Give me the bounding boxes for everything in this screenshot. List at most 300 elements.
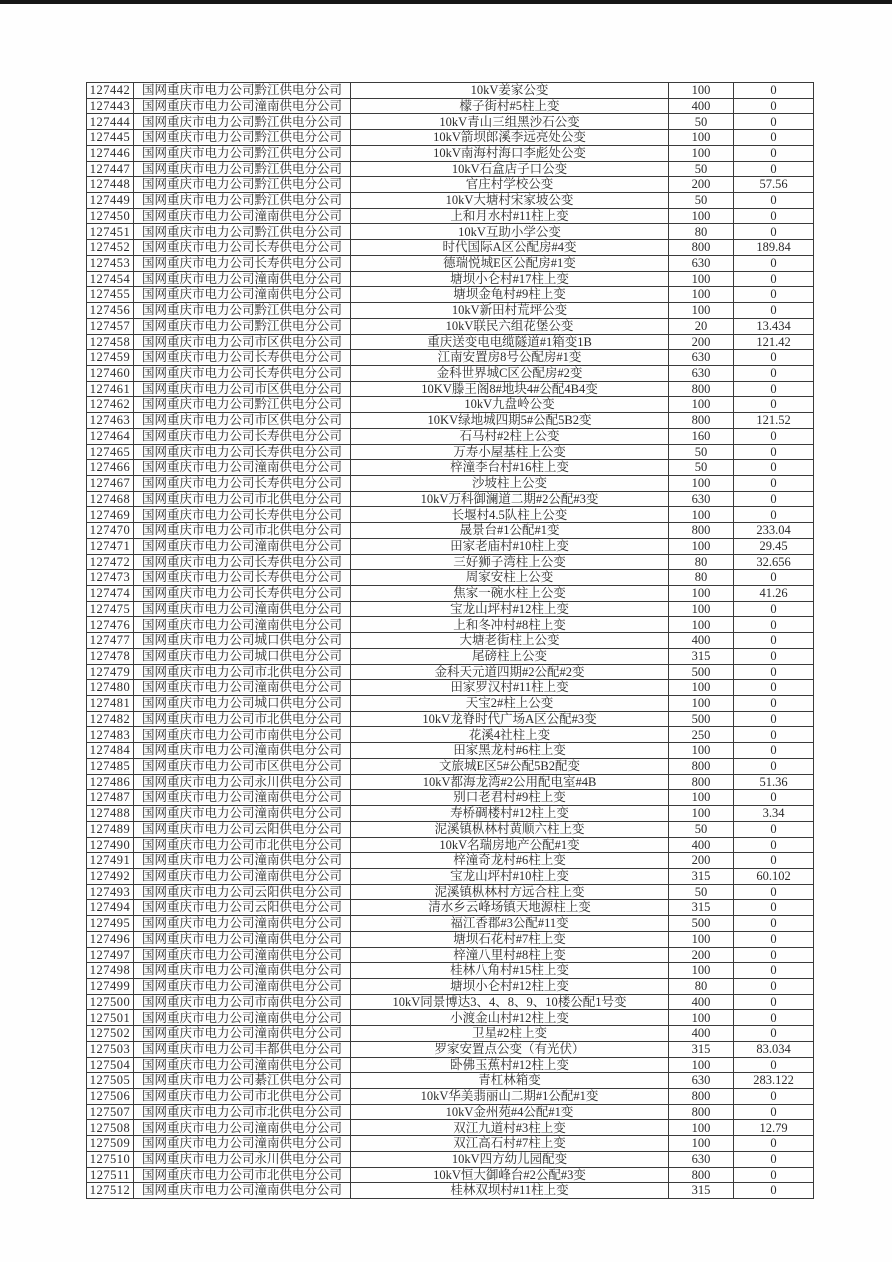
capacity-cell: 315 [669,900,734,916]
value-cell: 0 [734,978,814,994]
capacity-cell: 50 [669,884,734,900]
id-cell: 127500 [87,994,134,1010]
value-cell: 0 [734,1167,814,1183]
value-cell: 0 [734,114,814,130]
table-row [87,696,814,712]
id-cell: 127480 [87,680,134,696]
company-cell: 国网重庆市电力公司市北供电分公司 [134,711,351,727]
capacity-cell: 100 [669,271,734,287]
station-cell: 10kV箭坝郎溪李远亮处公变 [351,130,669,146]
company-cell: 国网重庆市电力公司潼南供电分公司 [134,208,351,224]
value-cell: 57.56 [734,177,814,193]
station-cell: 金科世界城C区公配房#2变 [351,365,669,381]
capacity-cell: 100 [669,507,734,523]
station-cell: 天宝2#柱上公变 [351,696,669,712]
capacity-cell: 20 [669,318,734,334]
table-row [87,1026,814,1042]
id-cell: 127501 [87,1010,134,1026]
company-cell: 国网重庆市电力公司黔江供电分公司 [134,145,351,161]
company-cell: 国网重庆市电力公司云阳供电分公司 [134,900,351,916]
capacity-cell: 315 [669,868,734,884]
station-cell: 10kV南海村海口李彪处公变 [351,145,669,161]
station-cell: 时代国际A区公配房#4变 [351,240,669,256]
capacity-cell: 100 [669,208,734,224]
station-cell: 江南安置房8号公配房#1变 [351,350,669,366]
station-cell: 沙坡柱上公变 [351,475,669,491]
station-cell: 泥溪镇枞林村黄顺六柱上变 [351,821,669,837]
company-cell: 国网重庆市电力公司潼南供电分公司 [134,853,351,869]
id-cell: 127494 [87,900,134,916]
value-cell: 60.102 [734,868,814,884]
value-cell: 0 [734,853,814,869]
station-cell: 尾磅柱上公变 [351,648,669,664]
station-cell: 10kV石盒店子口公变 [351,161,669,177]
capacity-cell: 100 [669,1010,734,1026]
table-row [87,1073,814,1089]
station-cell: 塘坝金龟村#9柱上变 [351,287,669,303]
station-cell: 罗家安置点公变（有光伏） [351,1041,669,1057]
capacity-cell: 100 [669,931,734,947]
company-cell: 国网重庆市电力公司长寿供电分公司 [134,428,351,444]
company-cell: 国网重庆市电力公司长寿供电分公司 [134,586,351,602]
id-cell: 127443 [87,98,134,114]
capacity-cell: 100 [669,743,734,759]
value-cell: 0 [734,491,814,507]
company-cell: 国网重庆市电力公司潼南供电分公司 [134,790,351,806]
station-cell: 德瑞悦城E区公配房#1变 [351,255,669,271]
id-cell: 127509 [87,1136,134,1152]
company-cell: 国网重庆市电力公司潼南供电分公司 [134,963,351,979]
company-cell: 国网重庆市电力公司城口供电分公司 [134,696,351,712]
station-cell: 卧佛玉蕉村#12柱上变 [351,1057,669,1073]
capacity-cell: 315 [669,648,734,664]
company-cell: 国网重庆市电力公司长寿供电分公司 [134,475,351,491]
capacity-cell: 100 [669,586,734,602]
capacity-cell: 500 [669,916,734,932]
table-row [87,743,814,759]
station-cell: 10kV名瑞房地产公配#1变 [351,837,669,853]
station-cell: 寿桥碉楼村#12柱上变 [351,806,669,822]
company-cell: 国网重庆市电力公司黔江供电分公司 [134,193,351,209]
table-row [87,758,814,774]
station-cell: 官庄村学校公变 [351,177,669,193]
value-cell: 0 [734,303,814,319]
table-row [87,570,814,586]
value-cell: 0 [734,1183,814,1199]
capacity-cell: 50 [669,193,734,209]
company-cell: 国网重庆市电力公司长寿供电分公司 [134,570,351,586]
company-cell: 国网重庆市电力公司市北供电分公司 [134,1104,351,1120]
capacity-cell: 200 [669,177,734,193]
table-body [87,83,814,1199]
value-cell: 0 [734,365,814,381]
station-cell: 塘坝小仑村#17柱上变 [351,271,669,287]
table-row [87,617,814,633]
capacity-cell: 100 [669,1120,734,1136]
station-cell: 文旅城E区5#公配5B2配变 [351,758,669,774]
value-cell: 32.656 [734,554,814,570]
value-cell: 0 [734,1026,814,1042]
id-cell: 127472 [87,554,134,570]
company-cell: 国网重庆市电力公司长寿供电分公司 [134,365,351,381]
id-cell: 127449 [87,193,134,209]
station-cell: 青杠林箱变 [351,1073,669,1089]
company-cell: 国网重庆市电力公司市北供电分公司 [134,523,351,539]
station-cell: 花溪4社柱上变 [351,727,669,743]
id-cell: 127463 [87,413,134,429]
scan-edge-bar [0,0,892,4]
value-cell: 0 [734,130,814,146]
company-cell: 国网重庆市电力公司长寿供电分公司 [134,444,351,460]
company-cell: 国网重庆市电力公司潼南供电分公司 [134,916,351,932]
capacity-cell: 100 [669,130,734,146]
station-cell: 田家老庙村#10柱上变 [351,538,669,554]
id-cell: 127511 [87,1167,134,1183]
capacity-cell: 250 [669,727,734,743]
value-cell: 0 [734,208,814,224]
value-cell: 0 [734,460,814,476]
id-cell: 127481 [87,696,134,712]
station-cell: 卫星#2柱上变 [351,1026,669,1042]
capacity-cell: 100 [669,145,734,161]
company-cell: 国网重庆市电力公司长寿供电分公司 [134,350,351,366]
value-cell: 0 [734,350,814,366]
company-cell: 国网重庆市电力公司市北供电分公司 [134,1167,351,1183]
value-cell: 0 [734,648,814,664]
company-cell: 国网重庆市电力公司黔江供电分公司 [134,224,351,240]
capacity-cell: 100 [669,538,734,554]
company-cell: 国网重庆市电力公司潼南供电分公司 [134,1057,351,1073]
company-cell: 国网重庆市电力公司黔江供电分公司 [134,177,351,193]
id-cell: 127479 [87,664,134,680]
id-cell: 127450 [87,208,134,224]
table-row [87,193,814,209]
table-row [87,633,814,649]
company-cell: 国网重庆市电力公司市南供电分公司 [134,727,351,743]
id-cell: 127476 [87,617,134,633]
capacity-cell: 50 [669,444,734,460]
value-cell: 0 [734,255,814,271]
company-cell: 国网重庆市电力公司市南供电分公司 [134,994,351,1010]
station-cell: 梓潼李台村#16柱上变 [351,460,669,476]
company-cell: 国网重庆市电力公司潼南供电分公司 [134,680,351,696]
table-row [87,224,814,240]
table-row [87,664,814,680]
station-cell: 大塘老街柱上公变 [351,633,669,649]
id-cell: 127502 [87,1026,134,1042]
id-cell: 127492 [87,868,134,884]
value-cell: 0 [734,711,814,727]
company-cell: 国网重庆市电力公司市北供电分公司 [134,664,351,680]
table-row [87,947,814,963]
table-row [87,177,814,193]
id-cell: 127506 [87,1089,134,1105]
capacity-cell: 200 [669,947,734,963]
station-cell: 小渡金山村#12柱上变 [351,1010,669,1026]
capacity-cell: 100 [669,303,734,319]
id-cell: 127452 [87,240,134,256]
capacity-cell: 315 [669,1041,734,1057]
table-row [87,1089,814,1105]
table-row [87,711,814,727]
value-cell: 0 [734,145,814,161]
id-cell: 127455 [87,287,134,303]
table-row [87,1136,814,1152]
station-cell: 金科天元道四期#2公配#2变 [351,664,669,680]
id-cell: 127507 [87,1104,134,1120]
table-row [87,507,814,523]
station-cell: 桂林双坝村#11柱上变 [351,1183,669,1199]
id-cell: 127467 [87,475,134,491]
id-cell: 127453 [87,255,134,271]
station-cell: 塘坝石花村#7柱上变 [351,931,669,947]
table-row [87,444,814,460]
value-cell: 0 [734,743,814,759]
table-row [87,397,814,413]
station-cell: 长堰村4.5队柱上公变 [351,507,669,523]
station-cell: 田家罗汉村#11柱上变 [351,680,669,696]
station-cell: 10kV华美翡丽山二期#1公配#1变 [351,1089,669,1105]
company-cell: 国网重庆市电力公司丰都供电分公司 [134,1041,351,1057]
table-row [87,1010,814,1026]
capacity-cell: 800 [669,774,734,790]
id-cell: 127444 [87,114,134,130]
capacity-cell: 80 [669,224,734,240]
value-cell: 0 [734,664,814,680]
id-cell: 127497 [87,947,134,963]
value-cell: 0 [734,900,814,916]
value-cell: 0 [734,680,814,696]
company-cell: 国网重庆市电力公司潼南供电分公司 [134,947,351,963]
id-cell: 127447 [87,161,134,177]
value-cell: 0 [734,1104,814,1120]
table-row [87,821,814,837]
table-row [87,853,814,869]
station-cell: 10kV恒大御峰台#2公配#3变 [351,1167,669,1183]
station-cell: 10kV同景博达3、4、8、9、10楼公配1号变 [351,994,669,1010]
table-row [87,145,814,161]
id-cell: 127482 [87,711,134,727]
company-cell: 国网重庆市电力公司黔江供电分公司 [134,130,351,146]
table-row [87,130,814,146]
table-container [86,82,814,1199]
value-cell: 0 [734,884,814,900]
id-cell: 127499 [87,978,134,994]
table-row [87,806,814,822]
value-cell: 3.34 [734,806,814,822]
value-cell: 0 [734,193,814,209]
company-cell: 国网重庆市电力公司潼南供电分公司 [134,1120,351,1136]
company-cell: 国网重庆市电力公司潼南供电分公司 [134,1010,351,1026]
capacity-cell: 50 [669,460,734,476]
id-cell: 127503 [87,1041,134,1057]
id-cell: 127468 [87,491,134,507]
id-cell: 127459 [87,350,134,366]
capacity-cell: 100 [669,475,734,491]
table-row [87,161,814,177]
value-cell: 0 [734,727,814,743]
company-cell: 国网重庆市电力公司黔江供电分公司 [134,114,351,130]
id-cell: 127474 [87,586,134,602]
station-cell: 10kV都海龙湾#2公用配电室#4B [351,774,669,790]
id-cell: 127462 [87,397,134,413]
capacity-cell: 400 [669,98,734,114]
id-cell: 127469 [87,507,134,523]
capacity-cell: 400 [669,633,734,649]
company-cell: 国网重庆市电力公司潼南供电分公司 [134,460,351,476]
value-cell: 0 [734,475,814,491]
capacity-cell: 800 [669,1104,734,1120]
id-cell: 127473 [87,570,134,586]
value-cell: 0 [734,428,814,444]
table-row [87,868,814,884]
id-cell: 127487 [87,790,134,806]
table-row [87,884,814,900]
capacity-cell: 630 [669,1151,734,1167]
table-row [87,538,814,554]
value-cell: 0 [734,161,814,177]
capacity-cell: 630 [669,350,734,366]
company-cell: 国网重庆市电力公司潼南供电分公司 [134,538,351,554]
table-row [87,648,814,664]
id-cell: 127460 [87,365,134,381]
capacity-cell: 160 [669,428,734,444]
company-cell: 国网重庆市电力公司长寿供电分公司 [134,240,351,256]
company-cell: 国网重庆市电力公司市区供电分公司 [134,381,351,397]
table-row [87,978,814,994]
table-row [87,303,814,319]
id-cell: 127457 [87,318,134,334]
company-cell: 国网重庆市电力公司黔江供电分公司 [134,303,351,319]
company-cell: 国网重庆市电力公司永川供电分公司 [134,1151,351,1167]
value-cell: 0 [734,617,814,633]
value-cell: 0 [734,83,814,99]
company-cell: 国网重庆市电力公司长寿供电分公司 [134,554,351,570]
table-row [87,334,814,350]
station-cell: 塘坝小仑村#12柱上变 [351,978,669,994]
station-cell: 梓潼奇龙村#6柱上变 [351,853,669,869]
company-cell: 国网重庆市电力公司城口供电分公司 [134,648,351,664]
id-cell: 127465 [87,444,134,460]
value-cell: 189.84 [734,240,814,256]
capacity-cell: 50 [669,821,734,837]
company-cell: 国网重庆市电力公司潼南供电分公司 [134,601,351,617]
value-cell: 0 [734,287,814,303]
table-row [87,475,814,491]
id-cell: 127442 [87,83,134,99]
table-row [87,1167,814,1183]
station-cell: 宝龙山坪村#12柱上变 [351,601,669,617]
id-cell: 127495 [87,916,134,932]
table-row [87,1104,814,1120]
company-cell: 国网重庆市电力公司潼南供电分公司 [134,978,351,994]
station-cell: 清水乡云峰场镇天地源柱上变 [351,900,669,916]
capacity-cell: 100 [669,680,734,696]
table-row [87,428,814,444]
value-cell: 121.52 [734,413,814,429]
id-cell: 127451 [87,224,134,240]
id-cell: 127493 [87,884,134,900]
company-cell: 国网重庆市电力公司市区供电分公司 [134,413,351,429]
company-cell: 国网重庆市电力公司潼南供电分公司 [134,1026,351,1042]
table-row [87,1041,814,1057]
value-cell: 12.79 [734,1120,814,1136]
id-cell: 127485 [87,758,134,774]
value-cell: 0 [734,271,814,287]
capacity-cell: 500 [669,664,734,680]
capacity-cell: 100 [669,617,734,633]
value-cell: 51.36 [734,774,814,790]
value-cell: 0 [734,1151,814,1167]
capacity-cell: 50 [669,161,734,177]
value-cell: 0 [734,397,814,413]
company-cell: 国网重庆市电力公司市区供电分公司 [134,334,351,350]
company-cell: 国网重庆市电力公司市北供电分公司 [134,837,351,853]
table-row [87,1183,814,1199]
station-cell: 10kV金州苑#4公配#1变 [351,1104,669,1120]
station-cell: 重庆送变电电缆隧道#1箱变1B [351,334,669,350]
id-cell: 127483 [87,727,134,743]
value-cell: 283.122 [734,1073,814,1089]
capacity-cell: 200 [669,853,734,869]
capacity-cell: 80 [669,554,734,570]
value-cell: 0 [734,98,814,114]
value-cell: 0 [734,1057,814,1073]
id-cell: 127490 [87,837,134,853]
value-cell: 0 [734,570,814,586]
table-row [87,240,814,256]
table-row [87,994,814,1010]
company-cell: 国网重庆市电力公司潼南供电分公司 [134,98,351,114]
company-cell: 国网重庆市电力公司綦江供电分公司 [134,1073,351,1089]
company-cell: 国网重庆市电力公司潼南供电分公司 [134,1136,351,1152]
value-cell: 0 [734,931,814,947]
capacity-cell: 630 [669,1073,734,1089]
station-cell: 10KV绿地城四期5#公配5B2变 [351,413,669,429]
id-cell: 127464 [87,428,134,444]
table-row [87,900,814,916]
id-cell: 127475 [87,601,134,617]
capacity-cell: 100 [669,963,734,979]
capacity-cell: 630 [669,491,734,507]
id-cell: 127484 [87,743,134,759]
id-cell: 127512 [87,1183,134,1199]
station-cell: 双江高石村#7柱上变 [351,1136,669,1152]
station-cell: 三好狮子湾柱上公变 [351,554,669,570]
value-cell: 0 [734,381,814,397]
station-cell: 石马村#2柱上公变 [351,428,669,444]
company-cell: 国网重庆市电力公司云阳供电分公司 [134,884,351,900]
table-row [87,318,814,334]
table-row [87,98,814,114]
capacity-cell: 400 [669,837,734,853]
capacity-cell: 100 [669,397,734,413]
id-cell: 127491 [87,853,134,869]
id-cell: 127446 [87,145,134,161]
capacity-cell: 50 [669,114,734,130]
station-cell: 10kV互助小学公变 [351,224,669,240]
value-cell: 233.04 [734,523,814,539]
capacity-cell: 100 [669,1057,734,1073]
capacity-cell: 100 [669,806,734,822]
table-row [87,1151,814,1167]
station-cell: 梓潼八里村#8柱上变 [351,947,669,963]
station-cell: 10kV九盘岭公变 [351,397,669,413]
table-row [87,1120,814,1136]
company-cell: 国网重庆市电力公司潼南供电分公司 [134,868,351,884]
station-cell: 别口老君村#9柱上变 [351,790,669,806]
station-cell: 福江香郡#3公配#11变 [351,916,669,932]
